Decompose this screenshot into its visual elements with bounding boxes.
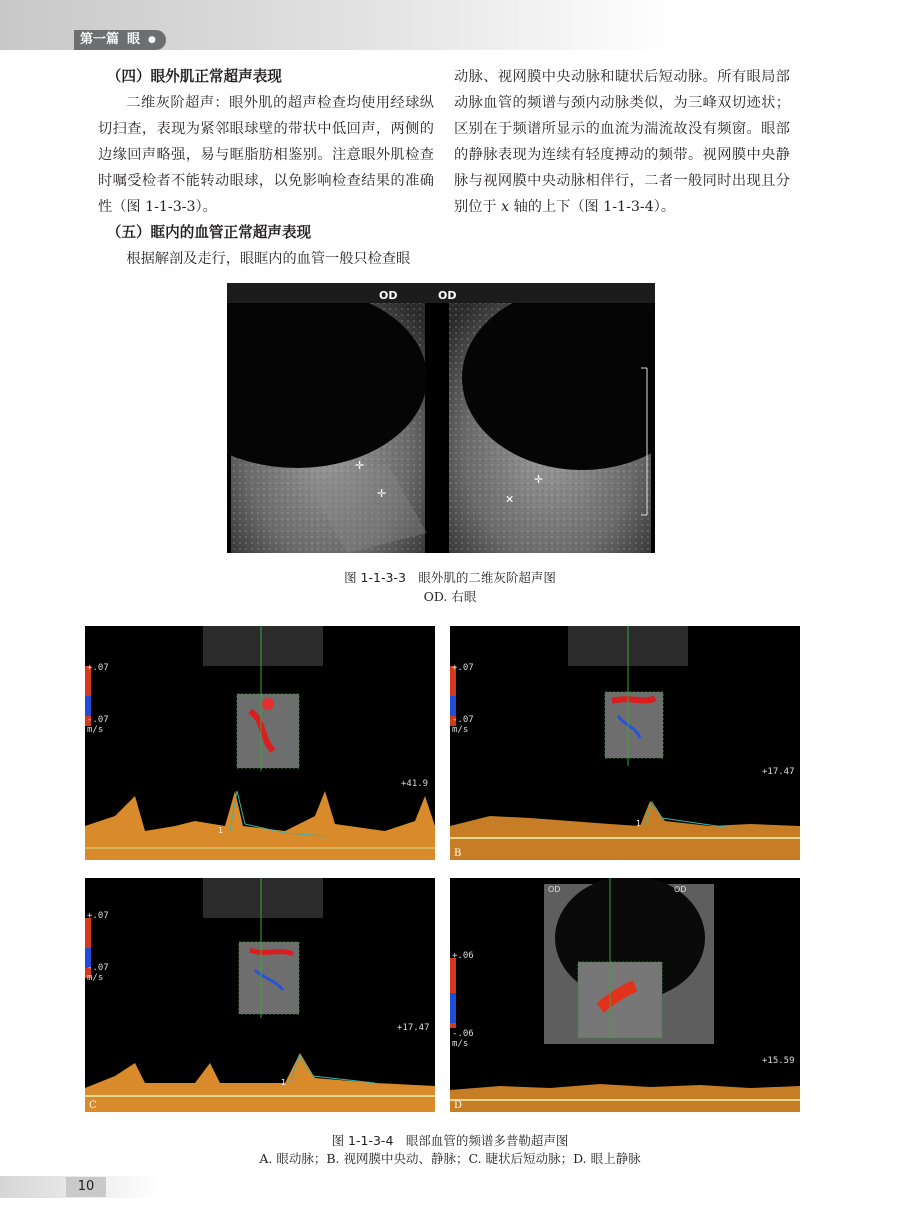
scale-bottom-c: -.07 (87, 963, 109, 973)
marker-c: 1 (281, 1078, 287, 1087)
scale-bottom-b: -.07 (452, 715, 474, 725)
scale-top-d: +.06 (452, 951, 474, 961)
paragraph-grayscale: 二维灰阶超声：眼外肌的超声检查均使用经球纵切扫查，表现为紧邻眼球壁的带状中低回声，两侧的边缘回声略强，易与眶脂肪相鉴别。注意眼外肌检查时嘱受检者不能转动眼球，以免影响检查结果的准确性（图 1-1-3-3）。 (98, 95, 434, 215)
section-heading-orbital-vessels: （五）眶内的血管正常超声表现 (106, 224, 312, 241)
scale-top-c: +.07 (87, 911, 109, 921)
right-text-column (454, 64, 790, 220)
figure2-subcaption: A. 眼动脉；B. 视网膜中央动、静脉；C. 睫状后短动脉；D. 眼上静脉 (259, 1151, 641, 1166)
figure2-caption: 图 1-1-3-4 眼部血管的频谱多普勒超声图 (331, 1133, 569, 1148)
figure1-subcaption: OD. 右眼 (423, 589, 477, 604)
scale-bottom-a: -.07 (87, 715, 109, 725)
panel-letter-c: C (89, 1100, 97, 1111)
doppler-panel-b (450, 626, 800, 860)
bullet-icon: ● (148, 35, 156, 45)
od-label-right: OD (438, 289, 457, 302)
doppler-image-c (85, 878, 435, 1112)
velocity-b: +17.47 (762, 767, 795, 777)
velocity-d: +15.59 (762, 1056, 795, 1066)
running-header (74, 30, 166, 50)
left-text-column (98, 64, 434, 272)
header-chapter: 眼 (127, 32, 141, 47)
doppler-image-a (85, 626, 435, 860)
scale-top-b: +.07 (452, 663, 474, 673)
axis-letter: x (501, 199, 510, 215)
grayscale-ultrasound-image (227, 283, 655, 553)
paragraph-vessels-start: 根据解剖及走行，眼眶内的血管一般只检查眼 (126, 251, 411, 267)
svg-text:✕: ✕ (505, 493, 515, 506)
panel-letter-b: B (454, 848, 462, 859)
od-label-left: OD (379, 289, 398, 302)
page-number: 10 (66, 1177, 106, 1197)
velocity-c: +17.47 (397, 1023, 430, 1033)
unit-b: m/s (452, 725, 469, 735)
doppler-panel-d (450, 878, 800, 1112)
svg-text:✛: ✛ (377, 487, 387, 500)
doppler-image-b (450, 626, 800, 860)
marker-b: 1 (636, 819, 642, 828)
od-label-d-right: OD (674, 885, 687, 894)
unit-c: m/s (87, 973, 104, 983)
doppler-image-d (450, 878, 800, 1112)
doppler-panel-a (85, 626, 435, 860)
vessels-text-part1: 动脉、视网膜中央动脉和睫状后短动脉。所有眼局部动脉血管的频谱与颈内动脉类似，为三峰双切迹状；区别在于频谱所显示的血流为湍流故没有频窗。眼部的静脉表现为连续有轻度搏动的频带。视网膜中央静脉与视网膜中央动脉相伴行，二者一般同时出现且分别位于 (454, 69, 790, 215)
paragraph-vessels-continued (454, 64, 790, 220)
scale-bottom-d: -.06 (452, 1029, 474, 1039)
scale-top-a: +.07 (87, 663, 109, 673)
svg-text:✛: ✛ (534, 473, 544, 486)
od-label-d-left: OD (548, 885, 561, 894)
svg-text:✛: ✛ (355, 459, 365, 472)
header-part: 第一篇 (80, 32, 120, 47)
section-heading-extraocular-muscle: （四）眼外肌正常超声表现 (106, 68, 282, 85)
marker-a: 1 (218, 826, 224, 835)
vessels-text-part2: 轴的上下（图 1-1-3-4）。 (509, 199, 676, 215)
velocity-a: +41.9 (401, 779, 429, 789)
figure1-caption: 图 1-1-3-3 眼外肌的二维灰阶超声图 (344, 570, 556, 585)
unit-a: m/s (87, 725, 104, 735)
doppler-panel-c (85, 878, 435, 1112)
panel-letter-d: D (454, 1100, 463, 1111)
figure-grayscale-ultrasound (227, 283, 655, 553)
unit-d: m/s (452, 1039, 469, 1049)
